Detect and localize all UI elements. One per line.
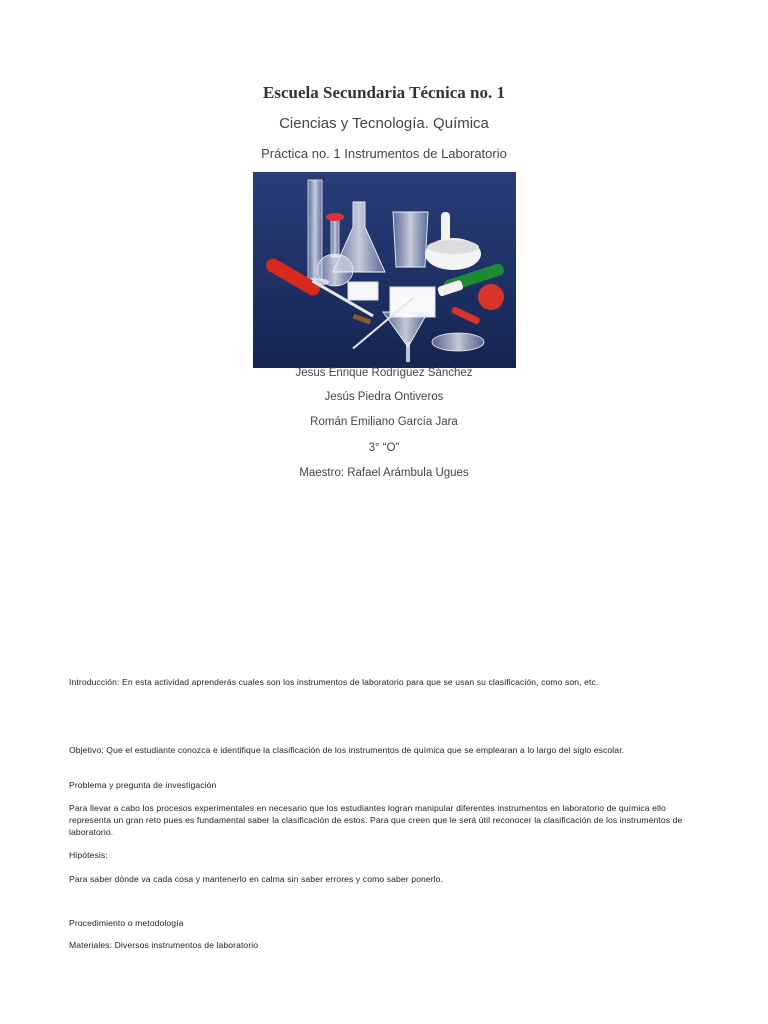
laboratory-glassware-photo <box>253 172 516 368</box>
practice-title: Práctica no. 1 Instrumentos de Laboratorio <box>261 146 507 161</box>
hipotesis-heading: Hipótesis: <box>69 850 108 860</box>
hipotesis-paragraph: Para saber dónde va cada cosa y mantenerlo en calma sin saber errores y como saber ponerlo. <box>69 874 444 884</box>
problema-paragraph: Para llevar a cabo los procesos experimentales en necesario que los estudiantes logran manipular diferentes instrumentos en laboratorio de química ello representa un gran reto pues es fundamental saber la clasificación de estos. Para que creen que le será útil reconocer la clasificación de los instrumentos de laboratorio. <box>69 803 683 837</box>
problema-heading: Problema y pregunta de investigación <box>69 780 217 790</box>
group-label: 3° “O” <box>368 442 400 454</box>
school-title: Escuela Secundaria Técnica no. 1 <box>263 83 505 102</box>
author-2: Jesús Piedra Ontiveros <box>324 391 444 403</box>
subject-title: Ciencias y Tecnología. Química <box>279 115 489 132</box>
materiales-line: Materiales: Diversos instrumentos de laboratorio <box>69 940 259 950</box>
author-3: Román Emiliano García Jara <box>310 416 458 428</box>
teacher-label: Maestro: Rafael Arámbula Ugues <box>299 467 469 479</box>
procedimiento-heading: Procedimiento o metodología <box>69 918 184 928</box>
objetivo-paragraph: Objetivo: Que el estudiante conozca e identifique la clasificación de los instrumentos de química que se emplearan a lo largo del siglo escolar. <box>69 745 625 755</box>
introduccion-paragraph: Introducción: En esta actividad aprenderás cuales son los instrumentos de laboratorio para que se usan su clasificación, como son, etc. <box>69 677 599 687</box>
author-1: Jesús Enrique Rodríguez Sánchez <box>295 367 473 379</box>
